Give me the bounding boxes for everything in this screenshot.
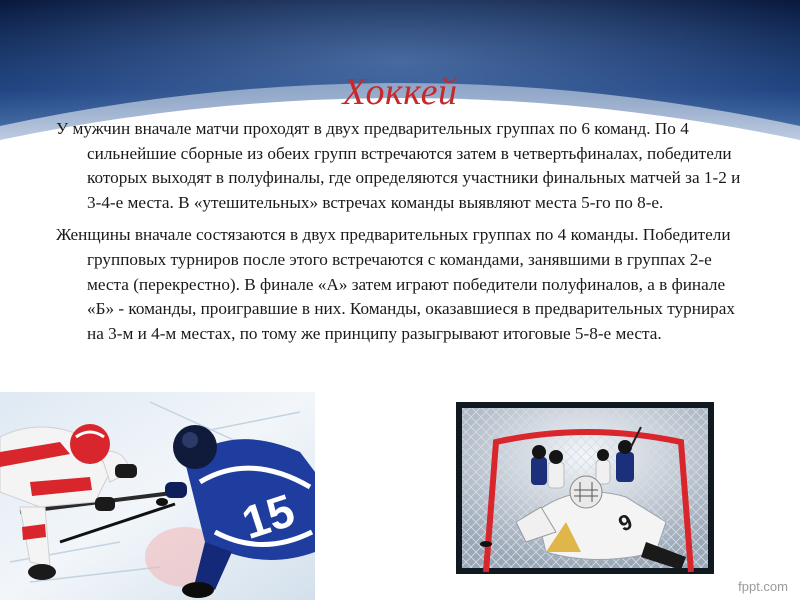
player-number: 15 [235,483,301,549]
paragraph-men: У мужчин вначале матчи проходят в двух предварительных группах по 6 команд. По 4 сильнейшие сборные из обеих групп встречаются затем в четвертьфиналах, победители которых выходят в полуфиналы, где определяются участники финальных матчей за 1-2 и 3-4-е места. В «утешительных» встречах команды выявляют места 5-го по 8-е. [56,119,741,212]
footer-watermark: fppt.com [738,579,788,594]
slide-body [56,117,756,354]
paragraph-women: Женщины вначале состязаются в двух предварительных группах по 4 команды. Победители групповых турниров после этого встречаются с командами, занявшими в группах 2-е места (перекрестно). В финале «А» затем играют победители полуфиналов, а в финале «Б» - команды, проигравшие в них. Команды, оказавшиеся в предварительных турнирах на 3-м и 4-м местах, по тому же принципу разыгрывают итоговые 5-8-е места. [56,225,735,343]
goalie-number: 9 [614,508,637,537]
hockey-goalie-photo [456,402,714,574]
hockey-players-photo [0,392,315,600]
slide-title: Хоккей [342,71,458,113]
